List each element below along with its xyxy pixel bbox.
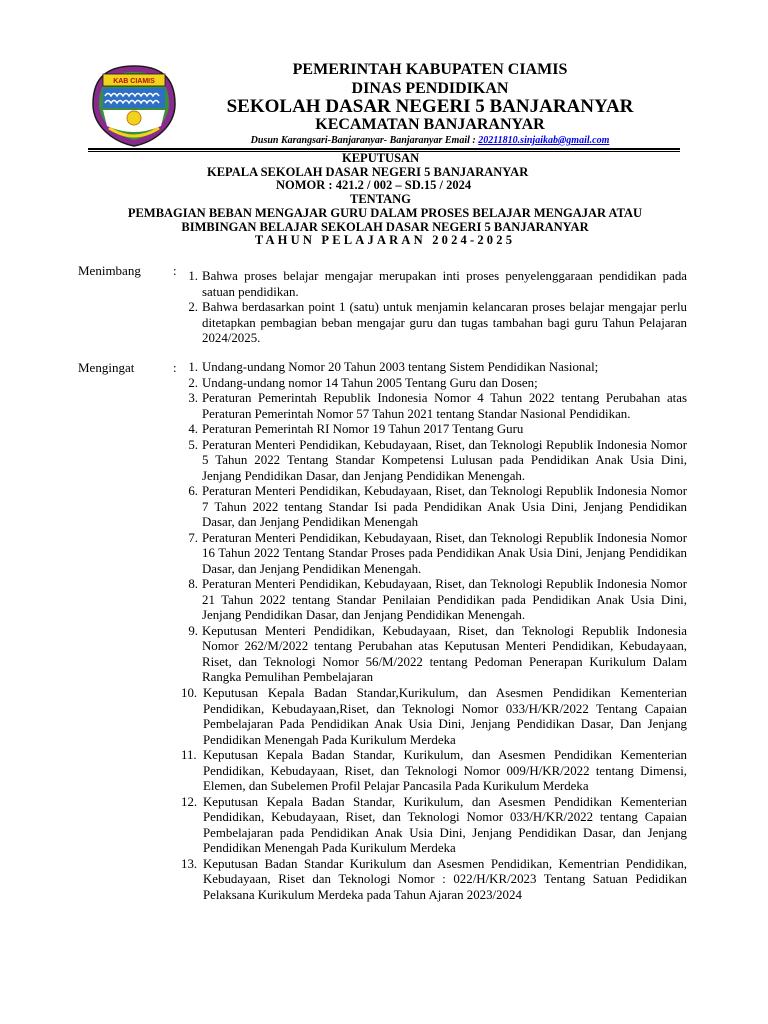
menimbang-list [181,269,687,347]
item-text: Peraturan Menteri Pendidikan, Kebudayaan, Riset, dan Teknologi Republik Indonesia Nomor 7 Tahun 2022 tentang Standar Isi pada Pendidikan Anak Usia Dini, Jenjang Pendidikan Dasar, dan Jenjang Pendidikan Menengah [202,484,687,529]
item-text: Undang-undang Nomor 20 Tahun 2003 tentang Sistem Pendidikan Nasional; [202,360,599,374]
item-text: Peraturan Pemerintah Republik Indonesia Nomor 4 Tahun 2022 tentang Perubahan atas Peraturan Pemerintah Nomor 57 Tahun 2021 tentang Standar Nasional Pendidikan. [202,391,687,421]
list-item [181,624,687,686]
list-item [181,391,687,422]
menimbang-label: Menimbang [78,263,141,278]
list-item [181,360,687,376]
letterhead-district: KECAMATAN BANJARANYAR [315,116,545,133]
list-item [181,269,687,300]
item-text: Undang-undang nomor 14 Tahun 2005 Tentang Guru dan Dosen; [202,375,538,390]
list-item [181,422,687,438]
item-number: 4. [188,422,198,436]
letterhead-government: PEMERINTAH KABUPATEN CIAMIS [292,61,568,78]
decree-keputusan: KEPUTUSAN [342,151,420,165]
letterhead-rule-thick [88,148,680,150]
address-text: Dusun Karangsari-Banjaranyar- Banjaranyar Email : [250,135,479,146]
item-text: Peraturan Menteri Pendidikan, Kebudayaan, Riset, dan Teknologi Republik Indonesia Nomor 5 Tahun 2022 Tentang Standar Kompetensi Lulusan pada Pendidikan Anak Usia Dini, Jenjang Pendidikan Dasar, dan Jenjang Pendidikan Menengah. [202,437,687,483]
item-text: Bahwa proses belajar mengajar merupakan inti proses penyelenggaraan pendidikan pada satuan pendidikan. [202,269,687,299]
list-item [181,531,687,578]
list-item [181,484,687,531]
item-number: 5. [188,437,198,452]
list-item [181,577,687,624]
item-number: 2. [188,375,198,390]
item-number: 1. [188,269,198,283]
decree-issuer: KEPALA SEKOLAH DASAR NEGERI 5 BANJARANYAR [207,165,529,179]
item-text: Keputusan Badan Standar Kurikulum dan Asesmen Pendidikan, Kementrian Pendidikan, Kebudayaan, Riset dan Teknologi Nomor : 022/H/KR/2023 Tentang Satuan Pedidikan Pelaksana Kurikulum Merdeka pada Tahun Ajaran 2023/2024 [203,856,687,902]
list-item [181,686,687,748]
decree-subject-line1: PEMBAGIAN BEBAN MENGAJAR GURU DALAM PROSES BELAJAR MENGAJAR ATAU [127,206,643,220]
mengingat-label: Mengingat [78,360,135,375]
item-number: 10. [181,686,198,700]
item-text: Keputusan Kepala Badan Standar, Kurikulum, dan Asesmen Pendidikan Kementerian Pendidikan, Kebudayaan, Riset, dan Teknologi Nomor 009/H/KR/2022 tentang Dimensi, Elemen, dan Subelemen Profil Pelajar Pancasila Pada Kurikulum Merdeka [203,748,687,793]
list-item [181,748,687,795]
list-item [181,857,687,904]
item-text: Peraturan Menteri Pendidikan, Kebudayaan, Riset, dan Teknologi Republik Indonesia Nomor 21 Tahun 2022 tentang Standar Penilaian Pendidikan pada Pendidikan Anak Usia Dini, Jenjang Pendidikan Dasar, dan Jenjang Pendidikan Menengah. [202,577,687,622]
kabupaten-ciamis-logo [89,64,179,148]
decree-subject-line2: BIMBINGAN BELAJAR SEKOLAH DASAR NEGERI 5 BANJARANYAR [181,220,589,234]
mengingat-list [181,360,687,686]
item-text: Keputusan Kepala Badan Standar, Kurikulum, dan Asesmen Pendidikan Kementerian Pendidikan, Kebudayaan, Riset, dan Teknologi Nomor 033/H/KR/2022 tentang Capaian Pembelajaran pada Pendidikan Anak Usia Dini, Jenjang Pendidikan Dasar, dan Jenjang Pendidikan Menengah Pada Kurikulum Merdeka [203,794,687,855]
letterhead-school: SEKOLAH DASAR NEGERI 5 BANJARANYAR [226,96,634,117]
item-number: 2. [188,300,198,314]
item-text: Keputusan Kepala Badan Standar,Kurikulum, dan Asesmen Pendidikan Kementerian Pendidikan, Kebudayaan,Riset, dan Teknologi Nomor 033/H/KR/2022 Tentang Capaian Pembelajaran Pada Pendidikan Anak Usia Dini, Jenjang Pendidikan Dasar, Dan Jenjang Pendidikan Menengah Pada Kurikulum Merdeka [203,686,687,747]
list-item [181,438,687,485]
list-item [181,300,687,347]
item-number: 12. [181,794,198,809]
list-item [181,795,687,857]
item-number: 9. [188,623,198,638]
logo-text: KAB CIAMIS [113,78,155,85]
decree-academic-year: TAHUN PELAJARAN 2024-2025 [254,233,516,247]
list-item [181,376,687,392]
mengingat-colon: : [173,360,177,375]
item-text: Peraturan Menteri Pendidikan, Kebudayaan, Riset, dan Teknologi Republik Indonesia Nomor 16 Tahun 2022 Tentang Standar Proses pada Pendidikan Anak Usia Dini, Jenjang Pendidikan Dasar, dan Jenjang Pendidikan Menengah. [202,530,687,576]
item-number: 1. [188,360,198,374]
item-number: 8. [188,577,198,591]
email-link[interactable]: 20211810.sinjaikab@gmail.com [478,135,610,146]
letterhead-address [190,135,670,146]
item-number: 3. [188,391,198,405]
menimbang-colon: : [173,263,177,278]
letterhead-department: DINAS PENDIDIKAN [351,80,509,97]
item-number: 13. [181,856,198,871]
item-text: Keputusan Menteri Pendidikan, Kebudayaan, Riset, dan Teknologi Republik Indonesia Nomor 262/M/2022 tentang Perubahan atas Keputusan Menteri Pendidikan, Kebudayaan, Riset, dan Teknologi Nomor 56/M/2022 tentang Pedoman Penerapan Kurikulum Dalam Rangka Pemulihan Pembelajaran [202,623,687,684]
item-text: Peraturan Pemerintah RI Nomor 19 Tahun 2017 Tentang Guru [202,422,524,436]
decree-tentang: TENTANG [350,192,411,206]
item-number: 6. [188,484,198,498]
item-number: 11. [181,748,197,762]
decree-number: NOMOR : 421.2 / 002 – SD.15 / 2024 [276,178,472,192]
item-text: Bahwa berdasarkan point 1 (satu) untuk menjamin kelancaran proses belajar mengajar perlu ditetapkan pembagian beban mengajar guru dan tugas tambahan bagi guru Tahun Pelajaran 2024/2025. [202,300,687,345]
mengingat-list-continued [181,686,687,903]
item-number: 7. [188,530,198,545]
